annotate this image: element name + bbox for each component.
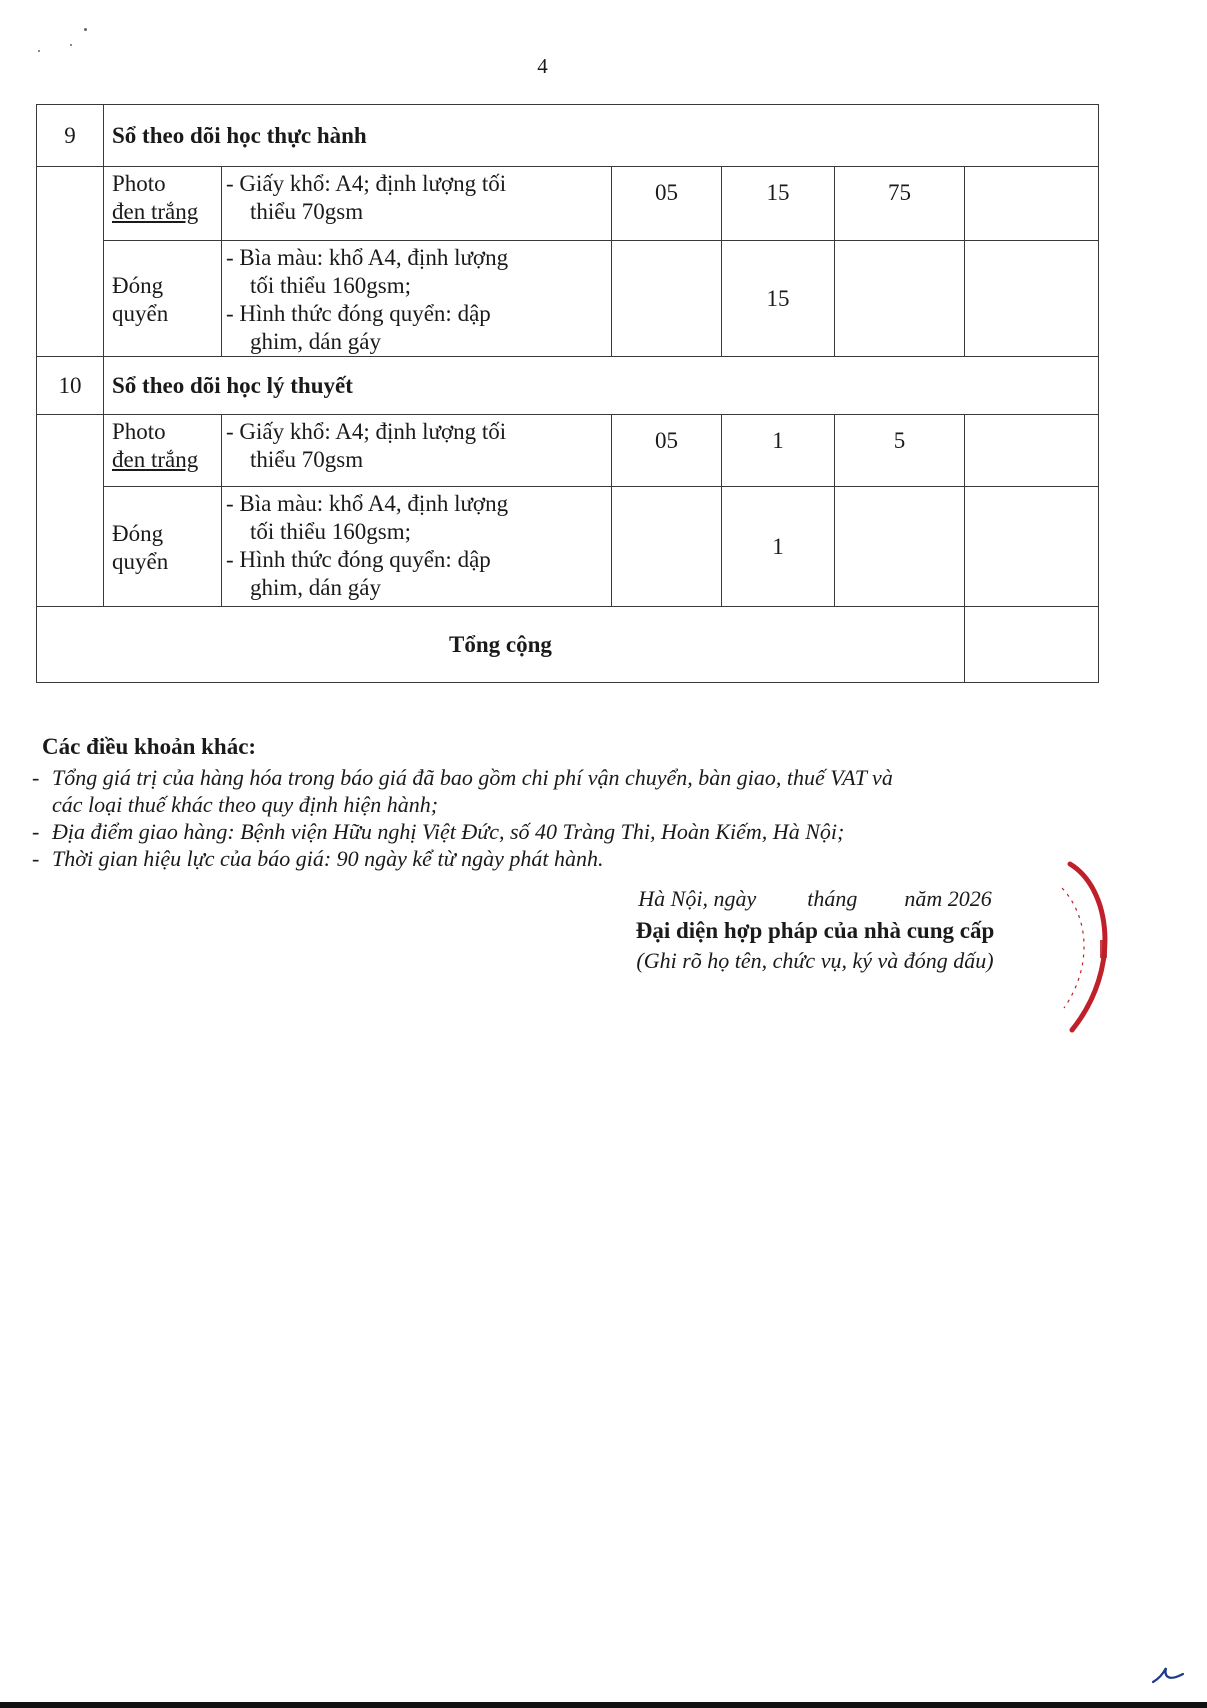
scan-speck xyxy=(38,50,40,52)
total-amount xyxy=(965,607,1099,683)
term-item xyxy=(30,764,1090,818)
section-row xyxy=(37,357,1099,415)
amount xyxy=(965,415,1099,487)
term-dash: - xyxy=(32,846,40,871)
section-number: 9 xyxy=(37,105,104,167)
total-label: Tổng cộng xyxy=(37,607,965,683)
section-number: 10 xyxy=(37,357,104,415)
term-dash: - xyxy=(32,819,40,844)
item-type: Đóng quyển xyxy=(104,241,222,357)
item-spec: - Bìa màu: khổ A4, định lượng tối thiểu 160gsm; - Hình thức đóng quyển: dập ghim, dán gáy xyxy=(222,241,612,357)
term-item xyxy=(30,818,1090,845)
signature-block xyxy=(560,886,1070,974)
total-row xyxy=(37,607,1099,683)
qty-c xyxy=(835,487,965,607)
item-spec: - Giấy khổ: A4; định lượng tối thiểu 70gsm xyxy=(222,167,612,241)
qty-a xyxy=(612,241,722,357)
qty-b: 15 xyxy=(722,167,835,241)
item-type: Đóng quyển xyxy=(104,487,222,607)
date-month: tháng xyxy=(807,886,858,911)
qty-b: 1 xyxy=(722,487,835,607)
date-place: Hà Nội, ngày xyxy=(638,886,757,911)
qty-c xyxy=(835,241,965,357)
quotation-table xyxy=(36,104,1099,683)
table-row xyxy=(37,415,1099,487)
table-row xyxy=(37,487,1099,607)
quotation-table-wrapper xyxy=(36,104,1099,683)
qty-b: 15 xyxy=(722,241,835,357)
amount xyxy=(965,241,1099,357)
date-year: năm 2026 xyxy=(904,886,992,911)
section-title: Sổ theo dõi học thực hành xyxy=(104,105,1099,167)
term-item xyxy=(30,845,1090,872)
stamp-fragment-icon xyxy=(1060,858,1130,1038)
item-spec: - Bìa màu: khổ A4, định lượng tối thiểu 160gsm; - Hình thức đóng quyển: dập ghim, dán gáy xyxy=(222,487,612,607)
item-spec: - Giấy khổ: A4; định lượng tối thiểu 70gsm xyxy=(222,415,612,487)
scan-speck xyxy=(70,44,72,46)
qty-a: 05 xyxy=(612,415,722,487)
item-type: Photo đen trắng xyxy=(104,167,222,241)
empty-cell xyxy=(37,415,104,607)
empty-cell xyxy=(37,167,104,357)
term-dash: - xyxy=(32,765,40,790)
initials-mark-icon xyxy=(1150,1662,1186,1688)
term-line: Tổng giá trị của hàng hóa trong báo giá đã bao gồm chi phí vận chuyển, bàn giao, thuế VAT và xyxy=(52,765,893,790)
term-line: Địa điểm giao hàng: Bệnh viện Hữu nghị Việt Đức, số 40 Tràng Thi, Hoàn Kiếm, Hà Nội; xyxy=(52,819,845,844)
amount xyxy=(965,167,1099,241)
signature-note: (Ghi rõ họ tên, chức vụ, ký và đóng dấu) xyxy=(636,948,994,973)
term-line: các loại thuế khác theo quy định hiện hành; xyxy=(52,792,439,817)
qty-a xyxy=(612,487,722,607)
qty-a: 05 xyxy=(612,167,722,241)
amount xyxy=(965,487,1099,607)
signature-title: Đại diện hợp pháp của nhà cung cấp xyxy=(635,918,995,943)
scan-speck xyxy=(84,28,87,31)
section-row xyxy=(37,105,1099,167)
terms-section xyxy=(30,734,1090,872)
page-number: 4 xyxy=(537,54,548,78)
table-row xyxy=(37,167,1099,241)
scan-bottom-edge xyxy=(0,1702,1207,1708)
table-row xyxy=(37,241,1099,357)
term-line: Thời gian hiệu lực của báo giá: 90 ngày kể từ ngày phát hành. xyxy=(52,846,604,871)
signature-date xyxy=(560,886,1070,912)
qty-c: 75 xyxy=(835,167,965,241)
item-type: Photo đen trắng xyxy=(104,415,222,487)
qty-b: 1 xyxy=(722,415,835,487)
terms-title: Các điều khoản khác: xyxy=(42,734,257,759)
qty-c: 5 xyxy=(835,415,965,487)
section-title: Sổ theo dõi học lý thuyết xyxy=(104,357,1099,415)
